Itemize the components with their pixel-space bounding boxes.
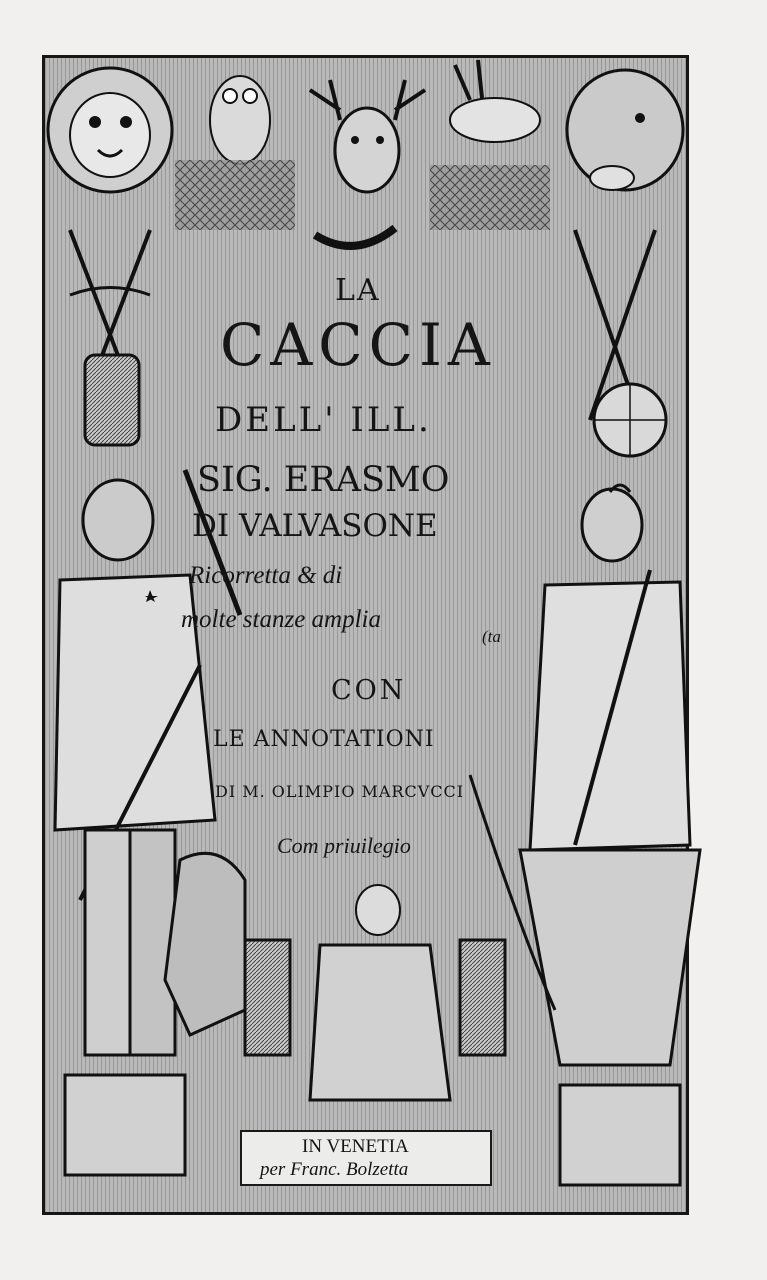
title-molte-stanze-end: (ta: [482, 627, 501, 646]
hare-icon: [450, 60, 540, 142]
boar-head-icon: [567, 70, 683, 190]
lion-head-icon: [48, 68, 172, 192]
title-ricorretta: Ricorretta & di: [189, 562, 343, 589]
title-annotationi: LE ANNOTATIONI: [213, 727, 435, 752]
title-la: LA: [335, 273, 381, 308]
imprint-cartouche: [240, 1130, 492, 1186]
globe-trophy-icon: [575, 230, 666, 456]
title-molte-stanze: molte stanze amplia: [181, 606, 381, 633]
title-olimpio-marcucci: DI M. OLIMPIO MARCVCCI: [215, 782, 465, 801]
title-dell-ill: DELL' ILL.: [215, 400, 432, 440]
title-caccia: CACCIA: [220, 311, 496, 379]
cage-trophy-icon: [70, 230, 150, 445]
seated-figure: [310, 885, 450, 1100]
title-cartouche: [175, 255, 553, 858]
title-sig-erasmo: SIG. ERASMO: [197, 460, 450, 500]
hound-figure: [165, 853, 245, 1035]
title-con: CON: [331, 675, 407, 706]
imprint-printer: per Franc. Bolzetta: [260, 1159, 409, 1180]
title-di-valvasone: DI VALVASONE: [192, 508, 438, 544]
owl-icon: [210, 76, 270, 164]
stag-head-icon: [310, 80, 425, 192]
imprint-place: IN VENETIA: [302, 1136, 409, 1157]
privilege-note: Com priuilegio: [277, 833, 411, 858]
